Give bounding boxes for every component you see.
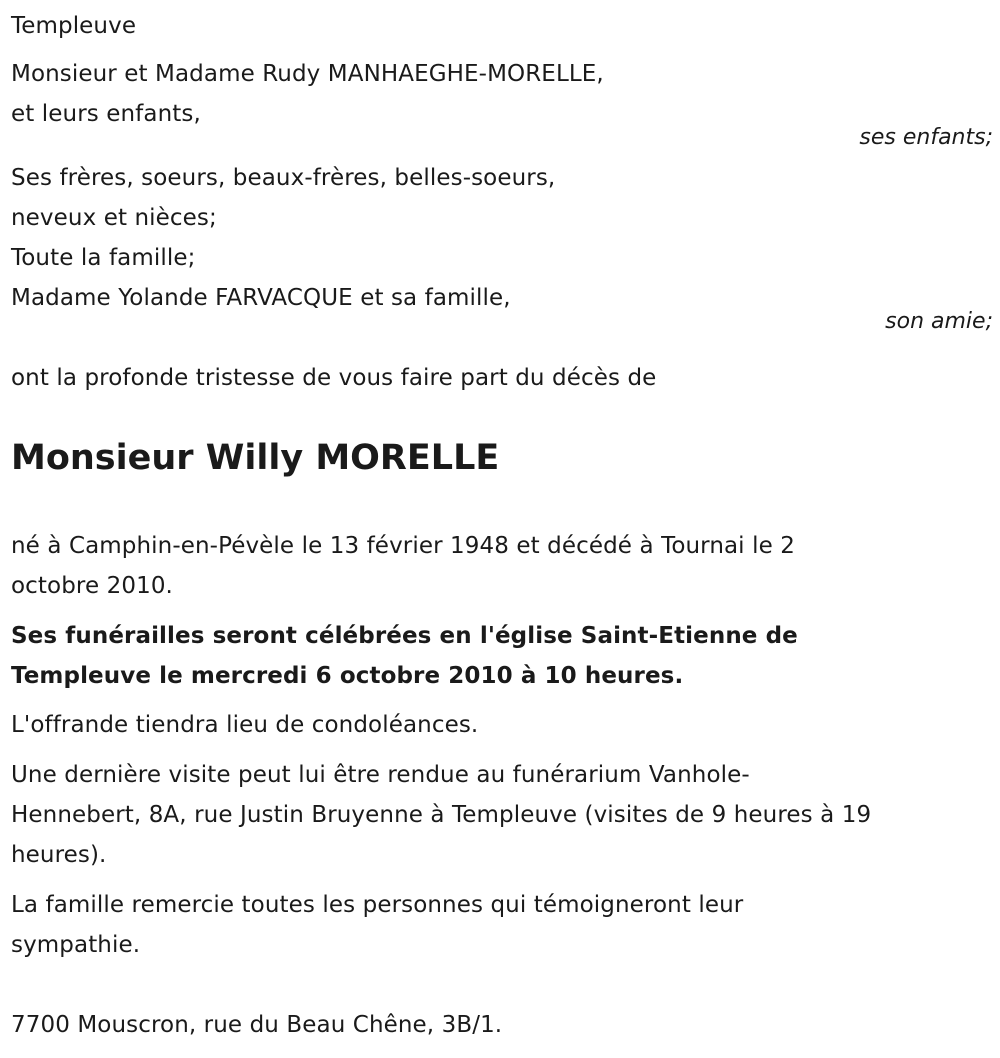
thanks-line-2: sympathie.: [11, 932, 141, 958]
address: 7700 Mouscron, rue du Beau Chêne, 3B/1.: [11, 1012, 503, 1038]
relatives-line-3: Toute la famille;: [11, 245, 196, 271]
relatives-line-4: Madame Yolande FARVACQUE et sa famille,: [11, 285, 511, 311]
birth-death-line-2: octobre 2010.: [11, 573, 173, 599]
birth-death-line-1: né à Camphin-en-Pévèle le 13 février 1948 et décédé à Tournai le 2: [11, 533, 795, 559]
children-role: ses enfants;: [859, 125, 993, 150]
children-line-2: et leurs enfants,: [11, 101, 201, 127]
thanks-line-1: La famille remercie toutes les personnes qui témoigneront leur: [11, 892, 744, 918]
relatives-line-1: Ses frères, soeurs, beaux-frères, belles-soeurs,: [11, 165, 556, 191]
visit-line-3: heures).: [11, 842, 107, 868]
offering: L'offrande tiendra lieu de condoléances.: [11, 712, 479, 738]
visit-line-1: Une dernière visite peut lui être rendue au funérarium Vanhole-: [11, 762, 750, 788]
relatives-line-2: neveux et nièces;: [11, 205, 217, 231]
friend-role: son amie;: [885, 309, 993, 334]
location: Templeuve: [11, 13, 137, 39]
announcement: ont la profonde tristesse de vous faire part du décès de: [11, 365, 657, 391]
children-line-1: Monsieur et Madame Rudy MANHAEGHE-MORELLE,: [11, 61, 604, 87]
visit-line-2: Hennebert, 8A, rue Justin Bruyenne à Templeuve (visites de 9 heures à 19: [11, 802, 872, 828]
funeral-line-1: Ses funérailles seront célébrées en l'église Saint-Etienne de: [11, 623, 798, 649]
deceased-name: Monsieur Willy MORELLE: [11, 438, 500, 478]
funeral-line-2: Templeuve le mercredi 6 octobre 2010 à 10 heures.: [11, 663, 684, 689]
